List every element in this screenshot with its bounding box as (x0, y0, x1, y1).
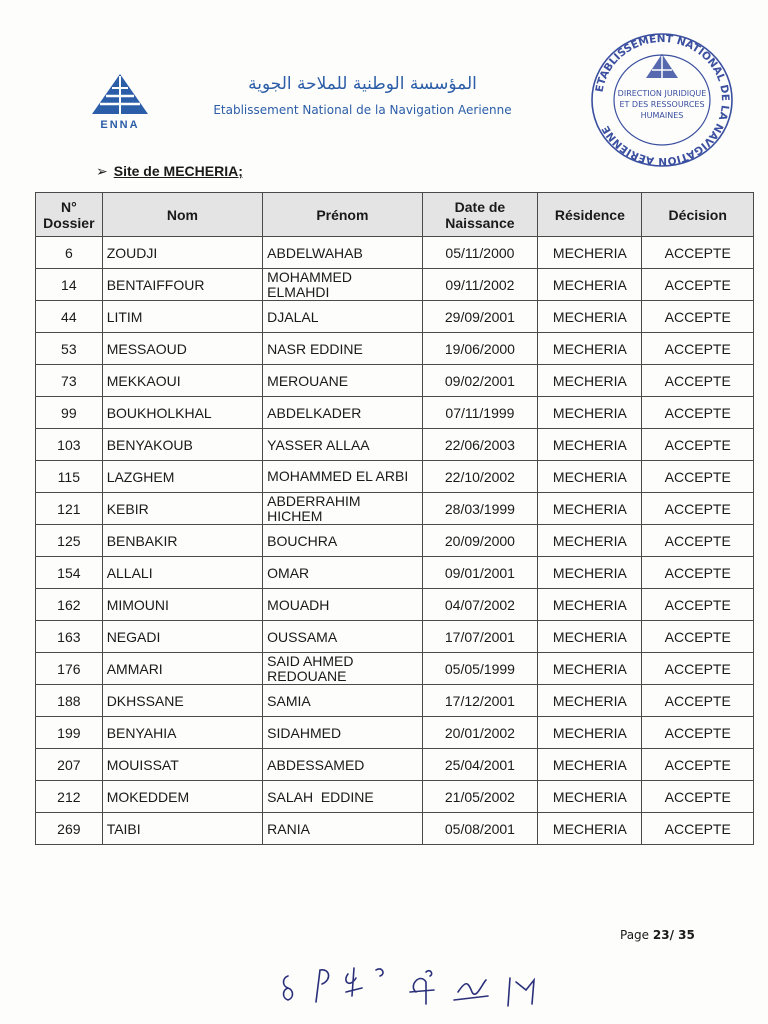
cell-decision: ACCEPTE (642, 237, 754, 269)
table-row (36, 493, 754, 525)
cell-prenom: DJALAL (263, 301, 422, 333)
cell-date: 05/08/2001 (422, 813, 538, 845)
cell-residence: MECHERIA (538, 813, 642, 845)
cell-dossier: 6 (36, 237, 103, 269)
cell-dossier: 163 (36, 621, 103, 653)
cell-residence: MECHERIA (538, 685, 642, 717)
cell-date: 28/03/1999 (422, 493, 538, 525)
logo-text: ENNA (100, 119, 140, 131)
cell-dossier: 99 (36, 397, 103, 429)
cell-dossier: 121 (36, 493, 103, 525)
cell-nom: MEKKAOUI (102, 365, 262, 397)
header-nom: Nom (102, 193, 262, 237)
institution-name-french: Etablissement National de la Navigation Aerienne (213, 103, 512, 117)
table-row (36, 685, 754, 717)
section-label: Site de MECHERIA; (113, 163, 243, 179)
cell-residence: MECHERIA (538, 653, 642, 685)
cell-decision: ACCEPTE (642, 429, 754, 461)
cell-residence: MECHERIA (538, 717, 642, 749)
cell-nom: BENTAIFFOUR (102, 269, 262, 301)
cell-dossier: 154 (36, 557, 103, 589)
table-row (36, 781, 754, 813)
cell-nom: BENBAKIR (102, 525, 262, 557)
cell-residence: MECHERIA (538, 461, 642, 493)
table-row (36, 237, 754, 269)
cell-decision: ACCEPTE (642, 621, 754, 653)
page-number (620, 928, 695, 942)
cell-nom: DKHSSANE (102, 685, 262, 717)
section-heading (96, 163, 243, 180)
cell-residence: MECHERIA (538, 429, 642, 461)
cell-nom: LAZGHEM (102, 461, 262, 493)
cell-date: 22/10/2002 (422, 461, 538, 493)
cell-date: 04/07/2002 (422, 589, 538, 621)
cell-date: 20/01/2002 (422, 717, 538, 749)
cell-residence: MECHERIA (538, 269, 642, 301)
cell-prenom: ABDESSAMED (263, 749, 422, 781)
table-row (36, 525, 754, 557)
cell-residence: MECHERIA (538, 397, 642, 429)
cell-dossier: 125 (36, 525, 103, 557)
cell-date: 07/11/1999 (422, 397, 538, 429)
cell-prenom: YASSER ALLAA (263, 429, 422, 461)
cell-prenom: SIDAHMED (263, 717, 422, 749)
cell-nom: MOUISSAT (102, 749, 262, 781)
cell-dossier: 103 (36, 429, 103, 461)
cell-decision: ACCEPTE (642, 493, 754, 525)
cell-date: 21/05/2002 (422, 781, 538, 813)
table-row (36, 717, 754, 749)
cell-decision: ACCEPTE (642, 589, 754, 621)
cell-decision: ACCEPTE (642, 557, 754, 589)
results-table (35, 192, 754, 845)
cell-dossier: 53 (36, 333, 103, 365)
cell-prenom: RANIA (263, 813, 422, 845)
cell-nom: BENYAKOUB (102, 429, 262, 461)
cell-decision: ACCEPTE (642, 365, 754, 397)
cell-decision: ACCEPTE (642, 333, 754, 365)
cell-prenom: BOUCHRA (263, 525, 422, 557)
cell-residence: MECHERIA (538, 557, 642, 589)
enna-logo (88, 72, 152, 132)
table-row (36, 557, 754, 589)
cell-prenom: MOHAMMED ELMAHDI (263, 269, 422, 301)
table-row (36, 397, 754, 429)
cell-decision: ACCEPTE (642, 717, 754, 749)
cell-prenom: OUSSAMA (263, 621, 422, 653)
header-residence: Résidence (538, 193, 642, 237)
cell-decision: ACCEPTE (642, 781, 754, 813)
cell-nom: AMMARI (102, 653, 262, 685)
table-row (36, 749, 754, 781)
cell-residence: MECHERIA (538, 621, 642, 653)
cell-decision: ACCEPTE (642, 653, 754, 685)
cell-date: 17/07/2001 (422, 621, 538, 653)
cell-decision: ACCEPTE (642, 525, 754, 557)
table-row (36, 269, 754, 301)
cell-date: 05/05/1999 (422, 653, 538, 685)
cell-prenom: SALAH EDDINE (263, 781, 422, 813)
cell-dossier: 14 (36, 269, 103, 301)
official-stamp (588, 32, 736, 168)
table-row (36, 429, 754, 461)
cell-nom: MOKEDDEM (102, 781, 262, 813)
cell-nom: ALLALI (102, 557, 262, 589)
cell-prenom: NASR EDDINE (263, 333, 422, 365)
cell-dossier: 176 (36, 653, 103, 685)
cell-residence: MECHERIA (538, 365, 642, 397)
cell-residence: MECHERIA (538, 781, 642, 813)
header-date-naissance: Date de Naissance (422, 193, 538, 237)
header-prenom: Prénom (263, 193, 422, 237)
cell-decision: ACCEPTE (642, 685, 754, 717)
cell-prenom: MEROUANE (263, 365, 422, 397)
cell-dossier: 269 (36, 813, 103, 845)
table-row (36, 301, 754, 333)
table-row (36, 365, 754, 397)
table-row (36, 461, 754, 493)
cell-prenom: OMAR (263, 557, 422, 589)
cell-decision: ACCEPTE (642, 397, 754, 429)
cell-nom: NEGADI (102, 621, 262, 653)
cell-residence: MECHERIA (538, 493, 642, 525)
cell-date: 09/11/2002 (422, 269, 538, 301)
bullet-arrow-icon: ➢ (96, 163, 108, 179)
cell-decision: ACCEPTE (642, 813, 754, 845)
cell-date: 05/11/2000 (422, 237, 538, 269)
stamp-line-2: ET DES RESSOURCES (619, 100, 705, 109)
cell-residence: MECHERIA (538, 749, 642, 781)
cell-nom: MESSAOUD (102, 333, 262, 365)
table-row (36, 589, 754, 621)
cell-prenom: SAMIA (263, 685, 422, 717)
cell-dossier: 44 (36, 301, 103, 333)
cell-residence: MECHERIA (538, 589, 642, 621)
cell-nom: TAIBI (102, 813, 262, 845)
cell-dossier: 207 (36, 749, 103, 781)
page-number-value: 23/ 35 (652, 928, 695, 942)
cell-residence: MECHERIA (538, 301, 642, 333)
table-row (36, 653, 754, 685)
cell-residence: MECHERIA (538, 333, 642, 365)
handwritten-initials (276, 962, 546, 1012)
institution-name-arabic: المؤسسة الوطنية للملاحة الجوية (248, 74, 477, 94)
cell-date: 25/04/2001 (422, 749, 538, 781)
cell-decision: ACCEPTE (642, 269, 754, 301)
cell-date: 22/06/2003 (422, 429, 538, 461)
table-row (36, 813, 754, 845)
cell-prenom: MOHAMMED EL ARBI (263, 461, 422, 493)
header-dossier: N° Dossier (36, 193, 103, 237)
cell-decision: ACCEPTE (642, 461, 754, 493)
stamp-line-3: HUMAINES (640, 111, 684, 120)
cell-nom: BOUKHOLKHAL (102, 397, 262, 429)
cell-residence: MECHERIA (538, 237, 642, 269)
cell-nom: MIMOUNI (102, 589, 262, 621)
cell-dossier: 199 (36, 717, 103, 749)
cell-dossier: 115 (36, 461, 103, 493)
cell-prenom: ABDERRAHIM HICHEM (263, 493, 422, 525)
cell-date: 19/06/2000 (422, 333, 538, 365)
cell-prenom: ABDELWAHAB (263, 237, 422, 269)
cell-nom: BENYAHIA (102, 717, 262, 749)
cell-date: 17/12/2001 (422, 685, 538, 717)
cell-dossier: 73 (36, 365, 103, 397)
cell-nom: LITIM (102, 301, 262, 333)
cell-prenom: ABDELKADER (263, 397, 422, 429)
cell-decision: ACCEPTE (642, 749, 754, 781)
cell-decision: ACCEPTE (642, 301, 754, 333)
cell-dossier: 162 (36, 589, 103, 621)
cell-date: 09/01/2001 (422, 557, 538, 589)
cell-dossier: 188 (36, 685, 103, 717)
cell-nom: KEBIR (102, 493, 262, 525)
cell-residence: MECHERIA (538, 525, 642, 557)
table-row (36, 333, 754, 365)
cell-date: 09/02/2001 (422, 365, 538, 397)
cell-prenom: SAID AHMED REDOUANE (263, 653, 422, 685)
cell-dossier: 212 (36, 781, 103, 813)
table-header-row (36, 193, 754, 237)
stamp-ring-text: ETABLISSEMENT NATIONAL DE LA NAVIGATION AERIENNE (593, 32, 732, 168)
header-decision: Décision (642, 193, 754, 237)
cell-date: 20/09/2000 (422, 525, 538, 557)
table-row (36, 621, 754, 653)
stamp-line-1: DIRECTION JURIDIQUE (617, 89, 707, 98)
cell-prenom: MOUADH (263, 589, 422, 621)
cell-nom: ZOUDJI (102, 237, 262, 269)
page-prefix: Page (620, 928, 650, 942)
cell-date: 29/09/2001 (422, 301, 538, 333)
